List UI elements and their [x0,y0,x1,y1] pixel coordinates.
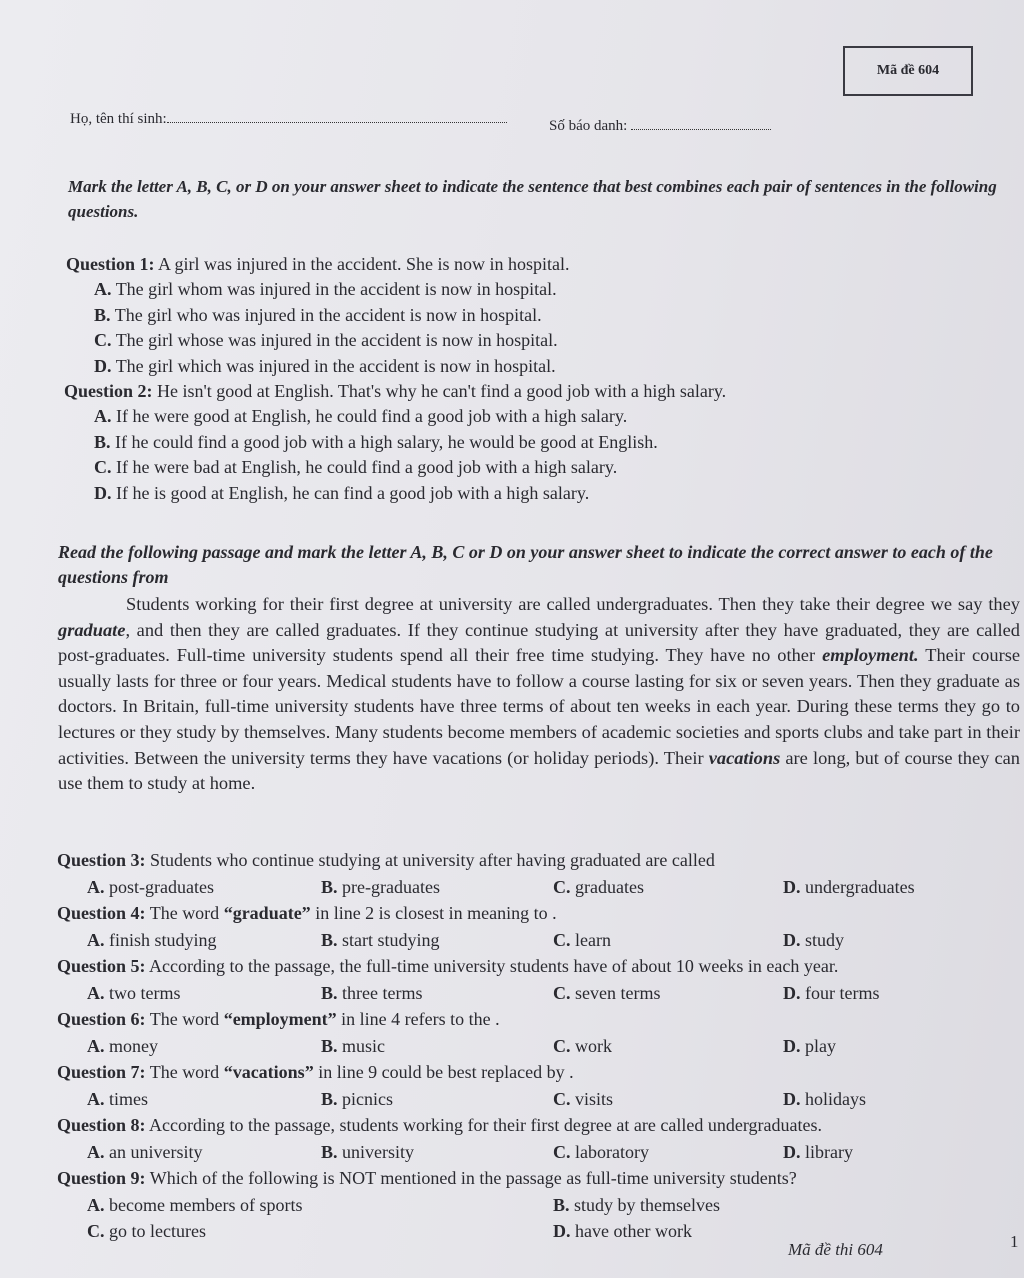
q5-option-d[interactable]: D. four terms [783,982,880,1003]
name-dots [167,110,507,123]
section1-instruction: Mark the letter A, B, C, or D on your answer sheet to indicate the sentence that best combines each pair of sentences in the following questions. [68,177,997,221]
section2-instruction: Read the following passage and mark the letter A, B, C or D on your answer sheet to indicate the correct answer to each of the questions from [58,542,993,587]
q8-option-a[interactable]: A. an university [87,1141,203,1162]
question-8: Question 8: According to the passage, students working for their first degree at are called undergraduates. [57,1115,822,1135]
name-label: Họ, tên thí sinh: [70,111,167,127]
id-field [549,117,771,135]
question-4: Question 4: The word “graduate” in line 2 is closest in meaning to . [57,903,557,923]
q9-options-row1 [57,1192,1017,1219]
q5-option-b[interactable]: B. three terms [321,982,423,1003]
q2-option-a[interactable]: A. If he were good at English, he could find a good job with a high salary. [94,406,628,427]
q3-option-a[interactable]: A. post-graduates [87,876,214,897]
question-3: Question 3: Students who continue studying at university after having graduated are called [57,850,715,870]
question-1: Question 1: A girl was injured in the accident. She is now in hospital. [66,254,570,274]
q5-options [57,980,1017,1007]
q8-options [57,1139,1017,1166]
q2-option-c[interactable]: C. If he were bad at English, he could find a good job with a high salary. [94,457,618,478]
keyword-employment: employment. [822,645,919,666]
q2-option-b[interactable]: B. If he could find a good job with a high salary, he would be good at English. [94,431,658,452]
q3-option-d[interactable]: D. undergraduates [783,876,915,897]
q1-option-d[interactable]: D. The girl which was injured in the accident is now in hospital. [94,355,556,376]
q4-option-b[interactable]: B. start studying [321,929,440,950]
q1-option-a[interactable]: A. The girl whom was injured in the accident is now in hospital. [94,279,557,300]
q6-option-c[interactable]: C. work [553,1035,612,1056]
q1-option-c[interactable]: C. The girl whose was injured in the accident is now in hospital. [94,330,558,351]
q8-option-c[interactable]: C. laboratory [553,1141,649,1162]
section2-questions [57,847,1017,1245]
q2-option-d[interactable]: D. If he is good at English, he can find a good job with a high salary. [94,482,590,503]
q4-option-a[interactable]: A. finish studying [87,929,217,950]
q7-option-d[interactable]: D. holidays [783,1088,866,1109]
exam-code: Mã đề 604 [876,63,940,78]
q7-option-c[interactable]: C. visits [553,1088,614,1109]
question-7: Question 7: The word “vacations” in line 9 could be best replaced by . [57,1062,574,1082]
section1-questions [66,252,1006,506]
q6-option-a[interactable]: A. money [87,1035,158,1056]
q6-option-b[interactable]: B. music [321,1035,386,1056]
q4-option-c[interactable]: C. learn [553,929,611,950]
q7-options [57,1086,1017,1113]
question-9: Question 9: Which of the following is NOT mentioned in the passage as full-time university students? [57,1168,797,1188]
footer-exam-code: Mã đề thi 604 [788,1240,883,1259]
q9-option-c[interactable]: C. go to lectures [87,1221,206,1241]
id-dots [631,117,771,130]
q8-option-d[interactable]: D. library [783,1141,853,1162]
exam-code-box [843,46,973,96]
q5-option-a[interactable]: A. two terms [87,982,181,1003]
q1-option-b[interactable]: B. The girl who was injured in the accident is now in hospital. [94,304,542,325]
keyword-graduate: graduate [58,619,126,640]
page-number: 1 [1010,1232,1019,1251]
question-5: Question 5: According to the passage, the full-time university students have of about 10 weeks in each year. [57,956,839,976]
q8-option-b[interactable]: B. university [321,1141,415,1162]
question-2: Question 2: He isn't good at English. That's why he can't find a good job with a high salary. [64,381,727,402]
question-6: Question 6: The word “employment” in line 4 refers to the . [57,1009,500,1029]
keyword-vacations: vacations [708,747,781,768]
reading-passage: Students working for their first degree at university are called undergraduates. Then they take their degree we say they graduate, and then they are called graduates. If they continue studying at university after they have graduated, they are called post-graduates. Full-time university students spend all their free time studying. They have no other employment. Their course usually lasts for three or four years. Medical students have to follow a course lasting for six or seven years. Then they graduate as doctors. In Britain, full-time university students have three terms of about ten weeks in each year. During these terms they go to lectures or they study by themselves. Many students become members of academic societies and sports clubs and take part in their activities. Between the university terms they have vacations (or holiday periods). Their vacations are long, but of course they can use them to study at home. [58,594,1021,794]
id-label: Số báo danh: [549,118,628,134]
q6-option-d[interactable]: D. play [783,1035,836,1056]
q4-option-d[interactable]: D. study [783,929,845,950]
q9-option-b[interactable]: B. study by themselves [553,1194,721,1215]
q5-option-c[interactable]: C. seven terms [553,982,661,1003]
q7-option-a[interactable]: A. times [87,1088,148,1109]
q3-options [57,874,1017,901]
q6-options [57,1033,1017,1060]
q7-option-b[interactable]: B. picnics [321,1088,394,1109]
q3-option-b[interactable]: B. pre-graduates [321,876,440,897]
q4-options [57,927,1017,954]
q9-option-a[interactable]: A. become members of sports [87,1194,303,1215]
name-field [70,110,507,128]
q3-option-c[interactable]: C. graduates [553,876,644,897]
q9-option-d[interactable]: D. have other work [553,1221,692,1241]
